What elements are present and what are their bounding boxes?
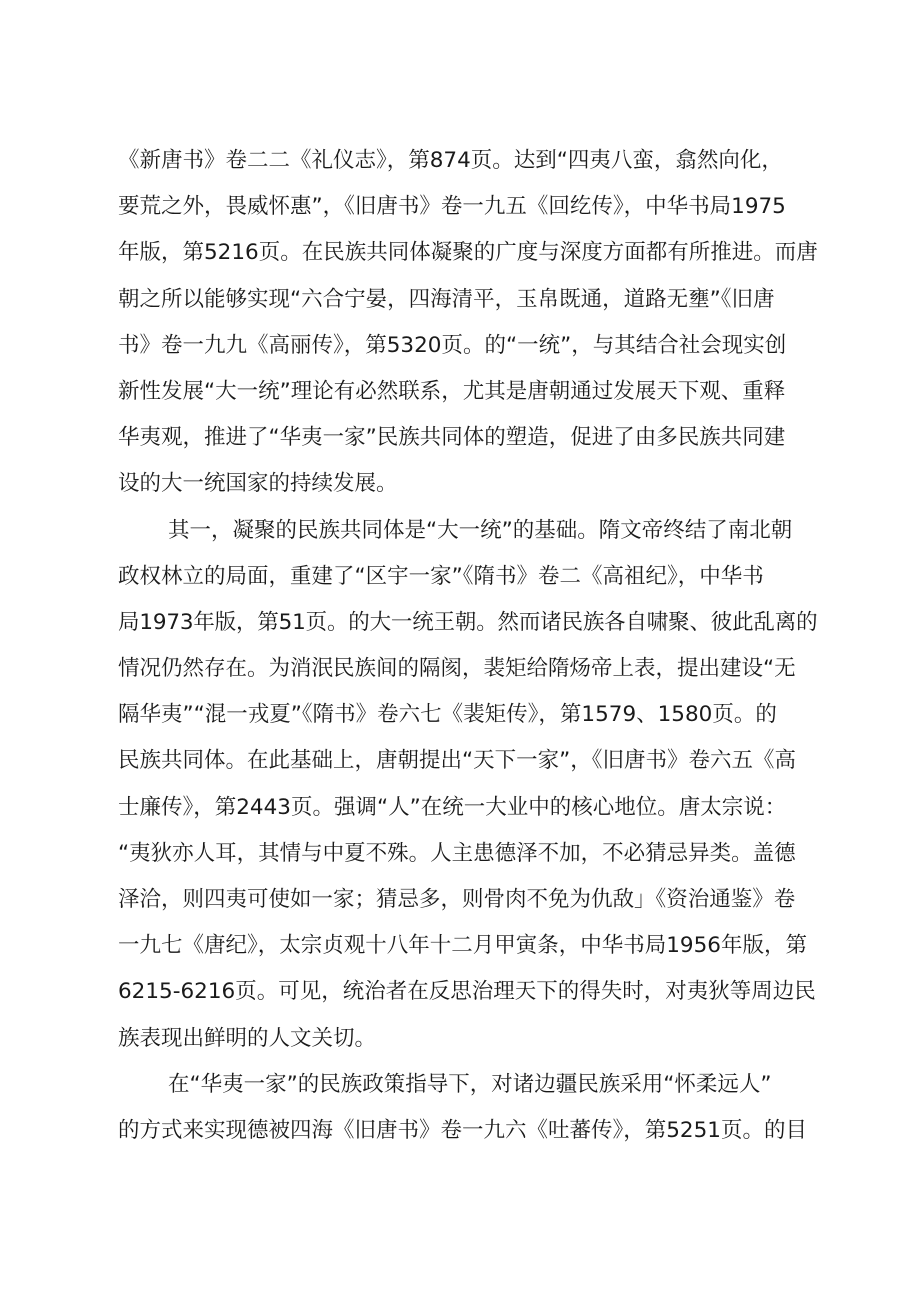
text-line: 一九七《唐纪》，太宗贞观十八年十二月甲寅条，中华书局1956年版，第	[118, 933, 807, 959]
text-line: “夷狄亦人耳，其情与中夏不殊。人主患德泽不加，不必猜忌异类。盖德	[118, 840, 796, 866]
text-line: 士廉传》，第2443页。强调“人”在统一大业中的核心地位。唐太宗说：	[118, 794, 787, 820]
paragraph-1	[118, 138, 818, 508]
text-line: 政权林立的局面，重建了“区宇一家”《隋书》卷二《高祖纪》，中华书	[118, 563, 764, 589]
text-line: 朝之所以能够实现“六合宁晏，四海清平，玉帛既通，道路无壅”《旧唐	[118, 286, 775, 312]
text-line: 要荒之外，畏威怀惠”，《旧唐书》卷一九五《回纥传》，中华书局1975	[118, 194, 786, 220]
text-line: 其一，凝聚的民族共同体是“大一统”的基础。隋文帝终结了南北朝	[168, 517, 793, 543]
text-line: 民族共同体。在此基础上，唐朝提出“天下一家”，《旧唐书》卷六五《高	[118, 748, 797, 774]
text-line: 隔华夷”“混一戎夏”《隋书》卷六七《裴矩传》，第1579、1580页。的	[118, 702, 777, 728]
text-line: 6215-6216页。可见，统治者在反思治理天下的得失时，对夷狄等周边民	[118, 979, 816, 1005]
text-line: 新性发展“大一统”理论有必然联系，尤其是唐朝通过发展天下观、重释	[118, 378, 786, 404]
text-line: 局1973年版，第51页。的大一统王朝。然而诸民族各自啸聚、彼此乱离的	[118, 609, 818, 635]
paragraph-3	[118, 1062, 818, 1154]
text-line: 华夷观，推进了“华夷一家”民族共同体的塑造，促进了由多民族共同建	[118, 425, 786, 451]
text-line: 书》卷一九九《高丽传》，第5320页。的“一统”，与其结合社会现实创	[118, 332, 787, 358]
text-line: 情况仍然存在。为消泯民族间的隔阂，裴矩给隋炀帝上表，提出建设“无	[118, 656, 796, 682]
text-line: 年版，第5216页。在民族共同体凝聚的广度与深度方面都有所推进。而唐	[118, 240, 818, 266]
paragraph-2	[118, 508, 818, 1062]
text-line: 《新唐书》卷二二《礼仪志》，第874页。达到“四夷八蛮，翕然向化，	[118, 148, 783, 173]
text-line: 泽洽，则四夷可使如一家；猜忌多，则骨肉不免为仇敌」《资治通鉴》卷	[118, 887, 796, 912]
text-line: 的方式来实现德被四海《旧唐书》卷一九六《吐蕃传》，第5251页。的目	[118, 1117, 807, 1143]
text-line: 族表现出鲜明的人文关切。	[118, 1025, 377, 1051]
text-line: 设的大一统国家的持续发展。	[118, 471, 398, 497]
document-body	[118, 138, 818, 1154]
text-line: 在“华夷一家”的民族政策指导下，对诸边疆民族采用“怀柔远人”	[168, 1071, 772, 1097]
